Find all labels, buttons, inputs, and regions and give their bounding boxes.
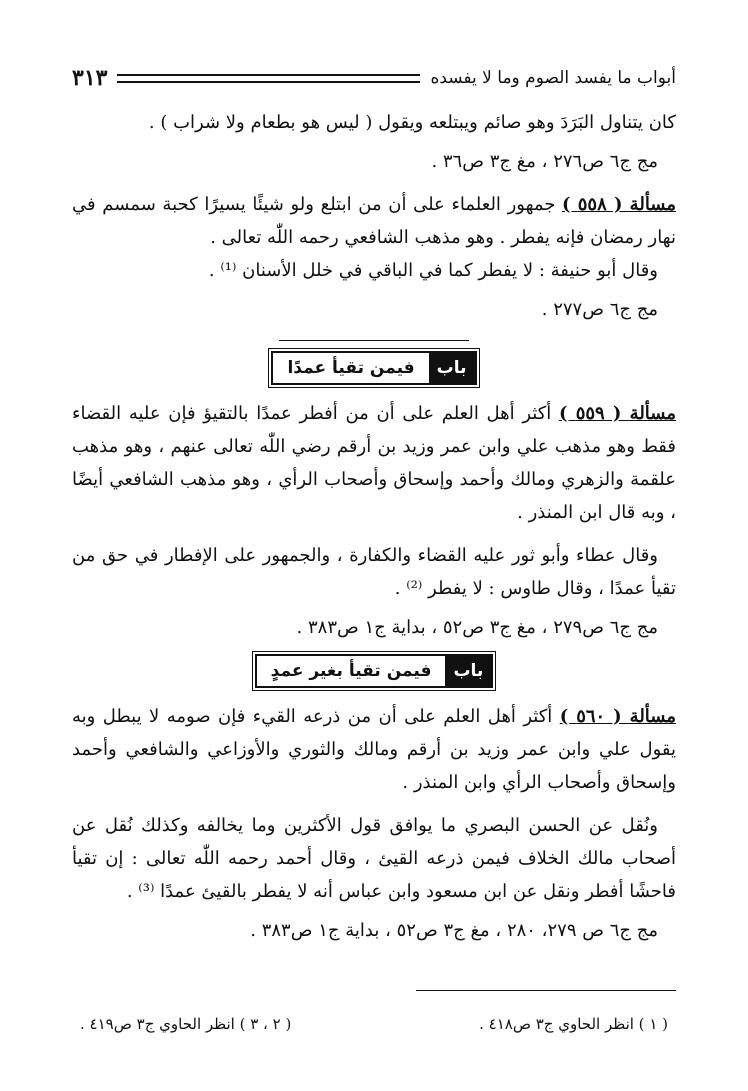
page-header <box>72 60 676 96</box>
issue-label: مسألة ( ٥٥٩ ) <box>558 403 676 424</box>
chapter-title: فيمن تقيأ عمدًا <box>287 357 415 378</box>
reference-line: مج ج٦ ص٢٧٧ . <box>541 299 658 320</box>
reference-line: مج ج٦ ص٢٧٦ ، مغ ج٣ ص٣٦ . <box>431 151 658 172</box>
issue-text: جمهور العلماء على أن من ابتلع ولو شيئًا يسيرًا كحبة سمسم في نهار رمضان فإنه يفطر . وهو مذهب الشافعي رحمه اللّٰه تعالى . <box>72 194 676 248</box>
running-title: أبواب ما يفسد الصوم وما لا يفسده <box>430 68 676 88</box>
footnote-row <box>72 1015 676 1033</box>
paragraph: وقال عطاء وأبو ثور عليه القضاء والكفارة ، والجمهور على الإفطار في حق من تقيأ عمدًا ، وقال طاوس : لا يفطر ⁽²⁾ . <box>72 545 676 599</box>
header-rule <box>117 74 420 83</box>
reference-line: مج ج٦ ص ٢٧٩، ٢٨٠ ، مغ ج٣ ص٥٢ ، بداية ج١ ص٣٨٣ . <box>250 920 658 941</box>
chapter-frame <box>271 351 476 385</box>
page-body <box>72 106 676 947</box>
paragraph: ونُقل عن الحسن البصري ما يوافق قول الأكثرين وما يخالفه وكذلك نُقل عن أصحاب مالك الخلاف فيمن ذرعه القيئ ، وقال أحمد رحمه اللّٰه تعالى : إن تقيأ فاحشًا أفطر ونقل عن ابن مسعود وابن عباس أنه لا يفطر بالقيئ عمدًا ⁽³⁾ . <box>72 815 676 902</box>
issue-558 <box>72 188 676 254</box>
issue-label: مسألة ( ٥٥٨ ) <box>562 194 676 215</box>
chapter-heading <box>72 351 676 385</box>
chapter-heading <box>72 654 676 688</box>
chapter-rule <box>279 340 469 341</box>
chapter-label: باب <box>445 656 491 686</box>
issue-559 <box>72 397 676 529</box>
chapter-frame <box>255 654 494 688</box>
footnote-2-3: ( ٢ ، ٣ ) انظر الحاوي ج٣ ص٤١٩ . <box>80 1015 292 1033</box>
issue-text: أكثر أهل العلم على أن من ذرعه القيء فإن صومه لا يبطل وبه يقول علي وابن عمر وزيد بن أرقم ومالك والثوري والأوزاعي والشافعي وأحمد وإسحاق وأصحاب الرأي وابن المنذر . <box>72 706 676 793</box>
page-number: ٣١٣ <box>72 65 108 91</box>
footnote-1: ( ١ ) انظر الحاوي ج٣ ص٤١٨ . <box>479 1015 668 1033</box>
paragraph: وقال أبو حنيفة : لا يفطر كما في الباقي في خلل الأسنان ⁽¹⁾ . <box>208 260 658 281</box>
issue-label: مسألة ( ٥٦٠ ) <box>559 706 676 727</box>
footnotes <box>72 990 676 1033</box>
paragraph: كان يتناول البَرَدَ وهو صائم ويبتلعه ويقول ( ليس هو بطعام ولا شراب ) . <box>148 112 676 133</box>
issue-text: أكثر أهل العلم على أن من أفطر عمدًا بالتقيؤ فإن عليه القضاء فقط وهو مذهب علي وابن عمر وزيد بن أرقم رضي اللّٰه تعالى عنهم ، وهو مذهب علقمة والزهري ومالك وأحمد وإسحاق وأصحاب الرأي ، وهو مذهب الشافعي أيضًا ، وبه قال ابن المنذر . <box>72 403 676 523</box>
issue-560 <box>72 700 676 799</box>
footnote-rule <box>416 990 676 991</box>
chapter-label: باب <box>429 353 475 383</box>
chapter-title: فيمن تقيأ بغير عمدٍ <box>270 660 432 681</box>
reference-line: مج ج٦ ص٢٧٩ ، مغ ج٣ ص٥٢ ، بداية ج١ ص٣٨٣ . <box>296 617 658 638</box>
